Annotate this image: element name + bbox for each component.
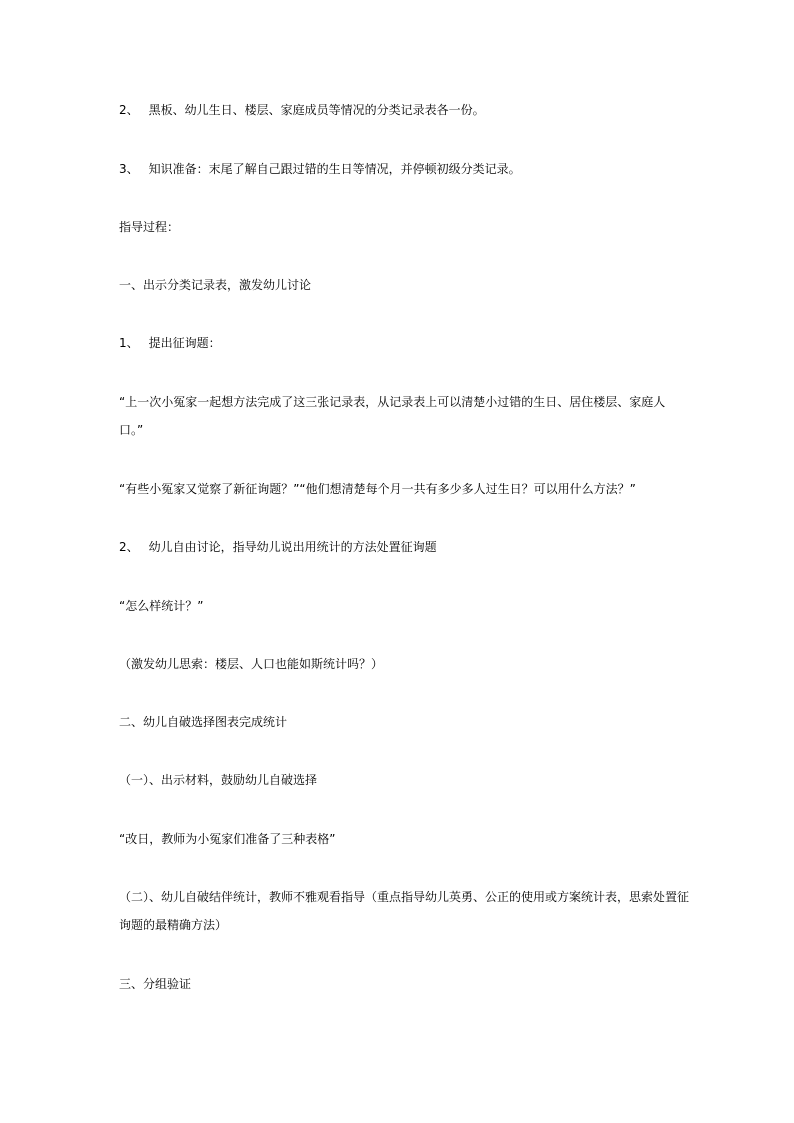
item-number: 3、 xyxy=(119,162,139,176)
item-number: 2、 xyxy=(119,103,139,117)
subsection-heading-1: （一）、出示材料，鼓励幼儿自破选择 xyxy=(119,773,318,787)
quote-paragraph-4: “改日，教师为小冤家们准备了三种表格” xyxy=(119,832,336,846)
item-text: 黑板、幼儿生日、楼层、家庭成员等情况的分类记录表各一份。 xyxy=(148,103,485,117)
item-number: 1、 xyxy=(119,336,139,350)
step-item-1 xyxy=(119,329,689,357)
item-number: 2、 xyxy=(119,540,139,554)
material-item-2 xyxy=(119,96,689,124)
item-text: 幼儿自由讨论，指导幼儿说出用统计的方法处置征询题 xyxy=(148,540,437,554)
section-heading-3: 三、分组验证 xyxy=(119,977,192,991)
note-paragraph: （激发幼儿思索：楼层、人口也能如斯统计吗？） xyxy=(119,657,384,671)
quote-paragraph-2: “有些小冤家又觉察了新征询题？”“他们想清楚每个月一共有多少多人过生日？可以用什么方法？” xyxy=(119,482,636,496)
section-heading-1: 一、出示分类记录表，激发幼儿讨论 xyxy=(119,278,312,292)
section-heading-guidance: 指导过程： xyxy=(119,220,180,234)
section-heading-2: 二、幼儿自破选择图表完成统计 xyxy=(119,715,288,729)
quote-paragraph-1: “上一次小冤家一起想方法完成了这三张记录表，从记录表上可以清楚小过错的生日、居住楼层、家庭人口。” xyxy=(119,395,666,437)
quote-paragraph-3: “怎么样统计？” xyxy=(119,599,204,613)
material-item-3 xyxy=(119,155,689,183)
step-item-2 xyxy=(119,533,689,561)
item-text: 知识准备：末尾了解自己跟过错的生日等情况，并停顿初级分类记录。 xyxy=(148,162,521,176)
item-text: 提出征询题： xyxy=(148,336,221,350)
subsection-heading-2: （二）、幼儿自破结伴统计，教师不雅观看指导（重点指导幼儿英勇、公正的使用或方案统计表，思索处置征询题的最精确方法） xyxy=(119,890,690,932)
